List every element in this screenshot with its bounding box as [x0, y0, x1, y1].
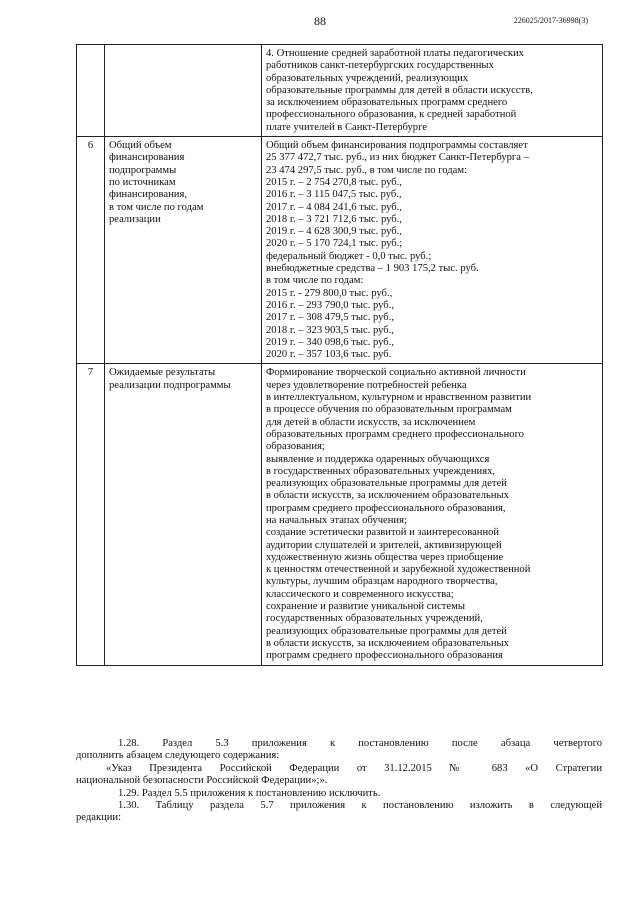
text-line: культуры, лучшим образцам народного творчества,: [266, 576, 498, 588]
row-label: [105, 45, 262, 137]
text-line: в процессе обучения по образовательным программам: [266, 404, 512, 416]
row-number: [77, 45, 105, 137]
text-line: Формирование творческой социально активной личности: [266, 367, 526, 379]
text-line: профессионального образования, к средней заработной: [266, 109, 517, 121]
quote-decree: «Указ Президента Российской Федерации от 31.12.2015 № 683 «О Стратегии: [106, 762, 602, 774]
text-line: плате учителей в Санкт-Петербурге: [266, 121, 428, 133]
text-line: в интеллектуальном, культурном и нравственном развитии: [266, 392, 532, 404]
row-label: [105, 364, 262, 665]
text-line: на начальных этапах обучения;: [266, 514, 407, 526]
text-line: внебюджетные средства – 1 903 175,2 тыс. руб.: [266, 263, 479, 275]
text-line: 23 474 297,5 тыс. руб., в том числе по годам:: [266, 164, 468, 176]
paragraph-1-29: 1.29. Раздел 5.5 приложения к постановлению исключить.: [118, 787, 381, 799]
text-line: в области искусств, за исключением образовательных: [266, 637, 509, 649]
text-line: финансирования: [109, 152, 185, 164]
table-row: [77, 364, 603, 665]
table-row: [77, 45, 603, 137]
text-line: в том числе по годам:: [266, 275, 364, 287]
text-line: в том числе по годам: [109, 201, 204, 213]
text-line: Ожидаемые результаты: [109, 367, 216, 379]
document-id: 226025/2017-36998(3): [513, 16, 588, 25]
text-line: работников санкт-петербургских государственных: [266, 60, 494, 72]
text-line: аудитории слушателей и зрителей, активизирующей: [266, 539, 502, 551]
text-line: 2020 г. – 357 103,6 тыс. руб.: [266, 349, 392, 361]
text-line: в области искусств, за исключением образовательных: [266, 490, 509, 502]
text-line: за исключением образовательных программ среднего: [266, 97, 508, 109]
text-line: реализации: [109, 213, 161, 225]
text-line: к ценностям отечественной и зарубежной художественной: [266, 564, 531, 576]
text-line: образования;: [266, 441, 325, 453]
text-line: программ среднего профессионального образования,: [266, 502, 506, 514]
text-line: реализующих образовательные программы для детей: [266, 478, 507, 490]
row-number: 6: [77, 137, 105, 364]
paragraph-1-30-cont: редакции:: [76, 812, 122, 824]
text-line: 2016 г. – 293 790,0 тыс. руб.,: [266, 299, 394, 311]
text-line: в государственных образовательных учреждениях,: [266, 465, 496, 477]
text-line: 2015 г. – 2 754 270,8 тыс. руб.,: [266, 176, 402, 188]
text-line: Общий объем финансирования подпрограммы составляет: [266, 140, 528, 152]
row-content: [262, 364, 603, 665]
text-line: финансирования,: [109, 189, 187, 201]
text-line: 2017 г. – 4 084 241,6 тыс. руб.,: [266, 201, 402, 213]
paragraph-1-28: 1.28. Раздел 5.3 приложения к постановлению после абзаца четвертого: [118, 738, 602, 749]
paragraph-1-30: 1.30. Таблицу раздела 5.7 приложения к постановлению изложить в следующей: [118, 800, 602, 812]
text-line: реализующих образовательные программы для детей: [266, 625, 507, 637]
paragraph-1-28-cont: дополнить абзацем следующего содержания:: [76, 750, 280, 762]
text-line: 2020 г. – 5 170 724,1 тыс. руб.;: [266, 238, 403, 250]
row-label: [105, 137, 262, 364]
text-line: 2019 г. – 340 098,6 тыс. руб.,: [266, 336, 394, 348]
text-line: программ среднего профессионального образования: [266, 650, 503, 662]
text-line: образовательных учреждений, реализующих: [266, 72, 469, 84]
text-line: создание эстетически развитой и заинтересованной: [266, 527, 500, 539]
text-line: подпрограммы: [109, 164, 177, 176]
text-line: 2018 г. – 323 903,5 тыс. руб.,: [266, 324, 394, 336]
text-line: классического и современного искусства;: [266, 588, 454, 600]
text-line: через удовлетворение потребностей ребенка: [266, 379, 467, 391]
page-number: 88: [314, 14, 326, 28]
text-line: 2017 г. – 308 479,5 тыс. руб.,: [266, 312, 394, 324]
text-line: художественную жизнь общества через приобщение: [266, 551, 504, 563]
text-line: образовательные программы для детей в области искусств,: [266, 84, 533, 96]
text-line: по источникам: [109, 176, 176, 188]
text-line: сохранение и развитие уникальной системы: [266, 601, 465, 613]
text-line: 2016 г. – 3 115 047,5 тыс. руб.,: [266, 189, 402, 201]
text-line: выявление и поддержка одаренных обучающихся: [266, 453, 490, 465]
text-line: федеральный бюджет - 0,0 тыс. руб.;: [266, 250, 432, 262]
row-content: [262, 137, 603, 364]
row-number: 7: [77, 364, 105, 665]
text-line: 2018 г. – 3 721 712,6 тыс. руб.,: [266, 213, 402, 225]
text-line: Общий объем: [109, 140, 172, 152]
quote-decree-cont: национальной безопасности Российской Федерации»;».: [76, 775, 328, 787]
text-line: 2019 г. – 4 628 300,9 тыс. руб.,: [266, 226, 402, 238]
text-line: реализации подпрограммы: [109, 379, 231, 391]
text-line: государственных образовательных учреждений,: [266, 613, 483, 625]
row-content: [262, 45, 603, 137]
text-line: 2015 г. - 279 800,0 тыс. руб.,: [266, 287, 393, 299]
text-line: 4. Отношение средней заработной платы педагогических: [266, 48, 524, 59]
table-row: [77, 137, 603, 364]
text-line: для детей в области искусств, за исключением: [266, 416, 476, 428]
text-line: образовательных программ среднего профессионального: [266, 428, 524, 440]
text-line: 25 377 472,7 тыс. руб., из них бюджет Санкт-Петербурга –: [266, 152, 529, 164]
amendments-text: [76, 738, 602, 825]
subprogram-passport-table: [76, 44, 603, 666]
